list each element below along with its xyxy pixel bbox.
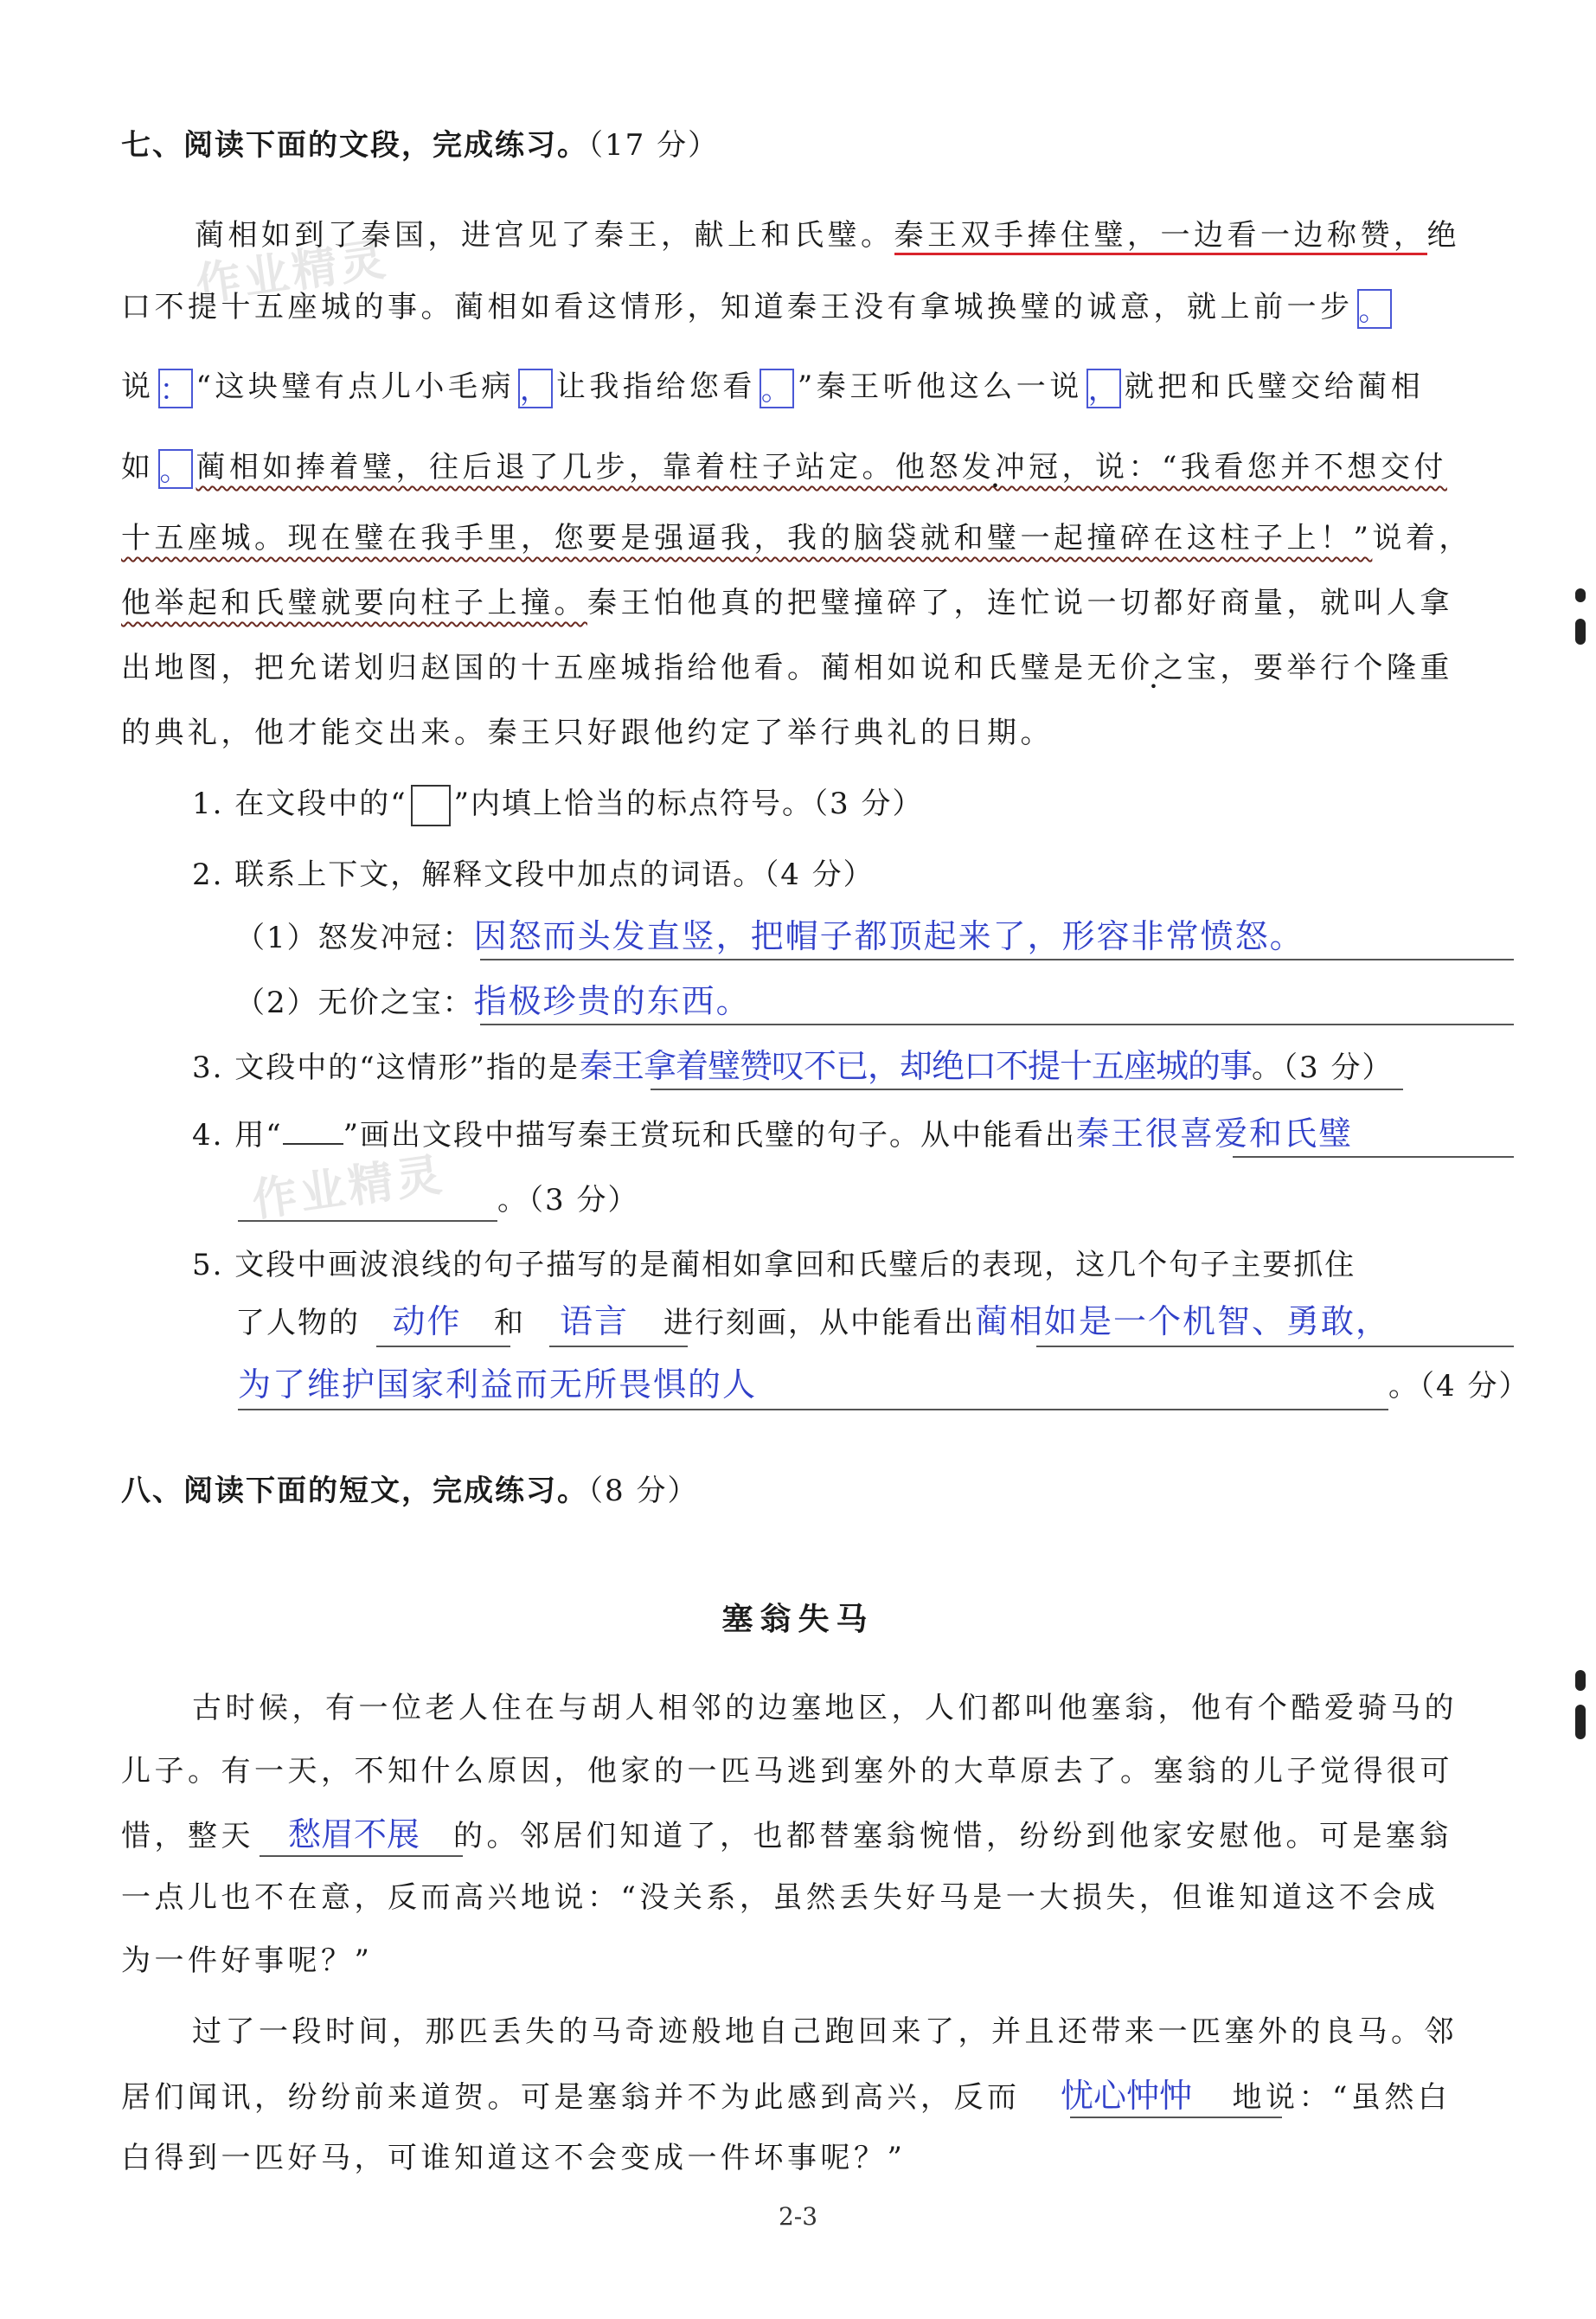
dotted-word-nufachongguan: 怒发冲冠 bbox=[928, 450, 1062, 485]
answer-box[interactable]: 。 bbox=[1357, 289, 1392, 329]
answer-box[interactable]: ， bbox=[1086, 369, 1121, 408]
answer-line bbox=[1036, 1346, 1514, 1347]
question-5-line-3: 为了维护国家利益而无所畏惧的人 。（4 分） bbox=[238, 1365, 1530, 1404]
wavy-underline-sentence: 蔺相如捧着璧，往后退了几步，靠着柱子站定。他怒发冲冠，说：“我看您并不想交付 bbox=[195, 450, 1447, 485]
binding-mark bbox=[1575, 619, 1586, 645]
underline-symbol bbox=[283, 1143, 343, 1145]
page-number: 2-3 bbox=[778, 2202, 818, 2231]
answer-text[interactable]: 蔺相如是一个机智、勇敢， bbox=[975, 1302, 1391, 1340]
passage-line: 他举起和氏璧就要向柱子上撞。秦王怕他真的把璧撞碎了，连忙说一切都好商量，就叫人拿 bbox=[121, 586, 1453, 620]
binding-mark bbox=[1575, 1670, 1586, 1691]
section-7-heading bbox=[121, 121, 719, 164]
story-line: 惜，整天 愁眉不展 的。邻居们知道了，也都替塞翁惋惜，纷纷到他家安慰他。可是塞翁 bbox=[121, 1815, 1452, 1853]
answer-text[interactable]: 忧心忡忡 bbox=[1060, 2077, 1192, 2115]
passage-line: 说 ： “这块璧有点儿小毛病 ， 让我指给您看 。 ”秦王听他这么一说 ， 就把和氏璧交给蔺相 bbox=[121, 369, 1425, 408]
section-8-title: 八、阅读下面的短文，完成练习。 bbox=[121, 1474, 588, 1508]
question-4: 4. 用“ ”画出文段中描写秦王赏玩和氏璧的句子。从中能看出秦王很喜爱和氏璧 bbox=[192, 1115, 1354, 1153]
question-2-sub-1: （1）怒发冲冠：因怒而头发直竖，把帽子都顶起来了，形容非常愤怒。 bbox=[235, 917, 1304, 955]
answer-text[interactable]: 动作 bbox=[392, 1302, 462, 1340]
answer-line bbox=[480, 959, 1514, 960]
binding-mark bbox=[1575, 588, 1586, 602]
answer-text[interactable]: 因怒而头发直竖，把帽子都顶起来了，形容非常愤怒。 bbox=[473, 917, 1304, 955]
story-line: 白得到一匹好马，可谁知道这不会变成一件坏事呢？” bbox=[121, 2141, 907, 2175]
story-line: 过了一段时间，那匹丢失的马奇迹般地自己跑回来了，并且还带来一匹塞外的良马。邻 bbox=[192, 2014, 1458, 2049]
story-title: 塞翁失马 bbox=[721, 1602, 875, 1637]
answer-box[interactable]: ： bbox=[158, 369, 193, 408]
question-2-sub-2: （2）无价之宝：指极珍贵的东西。 bbox=[235, 982, 751, 1020]
passage-line: 出地图，把允诺划归赵国的十五座城指给他看。蔺相如说和氏璧是无价之宝，要举行个隆重 bbox=[121, 651, 1453, 685]
watermark: 作业精灵 bbox=[248, 1148, 448, 1228]
watermark: 作业精灵 bbox=[192, 233, 392, 312]
question-3: 3. 文段中的“这情形”指的是秦王拿着璧赞叹不已，却绝口不提十五座城的事。（3 分） bbox=[192, 1047, 1394, 1085]
binding-mark bbox=[1575, 1705, 1586, 1739]
answer-line bbox=[651, 1089, 1403, 1090]
question-4-tail: 。（3 分） bbox=[497, 1183, 639, 1217]
passage-line: 口不提十五座城的事。蔺相如看这情形，知道秦王没有拿城换璧的诚意，就上前一步 。 bbox=[121, 290, 1392, 328]
answer-box[interactable]: ， bbox=[518, 369, 553, 408]
question-2: 2. 联系上下文，解释文段中加点的词语。（4 分） bbox=[192, 858, 875, 892]
answer-text[interactable]: 愁眉不展 bbox=[287, 1815, 420, 1853]
answer-line bbox=[238, 1409, 1388, 1410]
answer-line bbox=[549, 1346, 688, 1347]
red-underline-sentence: 秦王双手捧住璧，一边看一边称赞， bbox=[894, 218, 1427, 255]
story-line: 为一件好事呢？” bbox=[121, 1943, 374, 1978]
question-5: 5. 文段中画波浪线的句子描写的是蔺相如拿回和氏璧后的表现，这几个句子主要抓住 bbox=[192, 1248, 1356, 1282]
dotted-word-wujiazhibao: 无价之宝 bbox=[1086, 651, 1221, 685]
section-8-heading bbox=[121, 1467, 698, 1509]
passage-line: 十五座城。现在璧在我手里，您要是强逼我，我的脑袋就和璧一起撞碎在这柱子上！”说着， bbox=[121, 521, 1472, 556]
answer-line bbox=[1233, 1156, 1514, 1158]
answer-text[interactable]: 秦王拿着璧赞叹不已，却绝口不提十五座城的事 bbox=[580, 1047, 1253, 1085]
passage-line: 的典礼，他才能交出来。秦王只好跟他约定了举行典礼的日期。 bbox=[121, 716, 1054, 750]
story-line: 儿子。有一天，不知什么原因，他家的一匹马逃到塞外的大草原去了。塞翁的儿子觉得很可 bbox=[121, 1754, 1453, 1789]
wavy-underline-sentence: 他举起和氏璧就要向柱子上撞。 bbox=[121, 586, 587, 620]
answer-line bbox=[260, 1855, 463, 1857]
section-7-title: 七、阅读下面的文段，完成练习。 bbox=[121, 128, 588, 163]
answer-line bbox=[1070, 2117, 1282, 2118]
answer-text[interactable]: 秦王很喜爱和氏璧 bbox=[1076, 1115, 1354, 1153]
wavy-underline-sentence: 十五座城。现在璧在我手里，您要是强逼我，我的脑袋就和璧一起撞碎在这柱子上！” bbox=[121, 521, 1373, 556]
question-5-line-2: 了人物的 动作 和 语言 进行刻画，从中能看出蔺相如是一个机智、勇敢， bbox=[235, 1302, 1391, 1340]
story-line: 古时候，有一位老人住在与胡人相邻的边塞地区，人们都叫他塞翁，他有个酷爱骑马的 bbox=[192, 1691, 1458, 1725]
answer-text[interactable]: 为了维护国家利益而无所畏惧的人 bbox=[238, 1365, 758, 1404]
answer-line bbox=[480, 1024, 1514, 1025]
passage-line: 如 。 蔺相如捧着璧，往后退了几步，靠着柱子站定。他怒发冲冠，说：“我看您并不想交付 bbox=[121, 450, 1447, 488]
passage-line: 蔺相如到了秦国，进宫见了秦王，献上和氏璧。秦王双手捧住璧，一边看一边称赞，绝 bbox=[195, 216, 1518, 254]
answer-line bbox=[376, 1346, 510, 1347]
answer-line bbox=[238, 1220, 497, 1222]
answer-box[interactable]: 。 bbox=[158, 449, 193, 489]
answer-text[interactable]: 语言 bbox=[559, 1302, 629, 1340]
answer-text[interactable]: 指极珍贵的东西。 bbox=[473, 982, 751, 1020]
story-line: 居们闻讯，纷纷前来道贺。可是塞翁并不为此感到高兴，反而 忧心忡忡 地说：“虽然白 bbox=[121, 2077, 1452, 2115]
story-line: 一点儿也不在意，反而高兴地说：“没关系，虽然丢失好马是一大损失，但谁知道这不会成 bbox=[121, 1880, 1439, 1915]
section-8-points: （8 分） bbox=[588, 1474, 699, 1508]
question-1: 1. 在文段中的“ ”内填上恰当的标点符号。（3 分） bbox=[192, 785, 923, 826]
section-7-points: （17 分） bbox=[588, 128, 720, 163]
answer-box[interactable]: 。 bbox=[760, 369, 794, 408]
empty-box-symbol bbox=[411, 785, 451, 826]
